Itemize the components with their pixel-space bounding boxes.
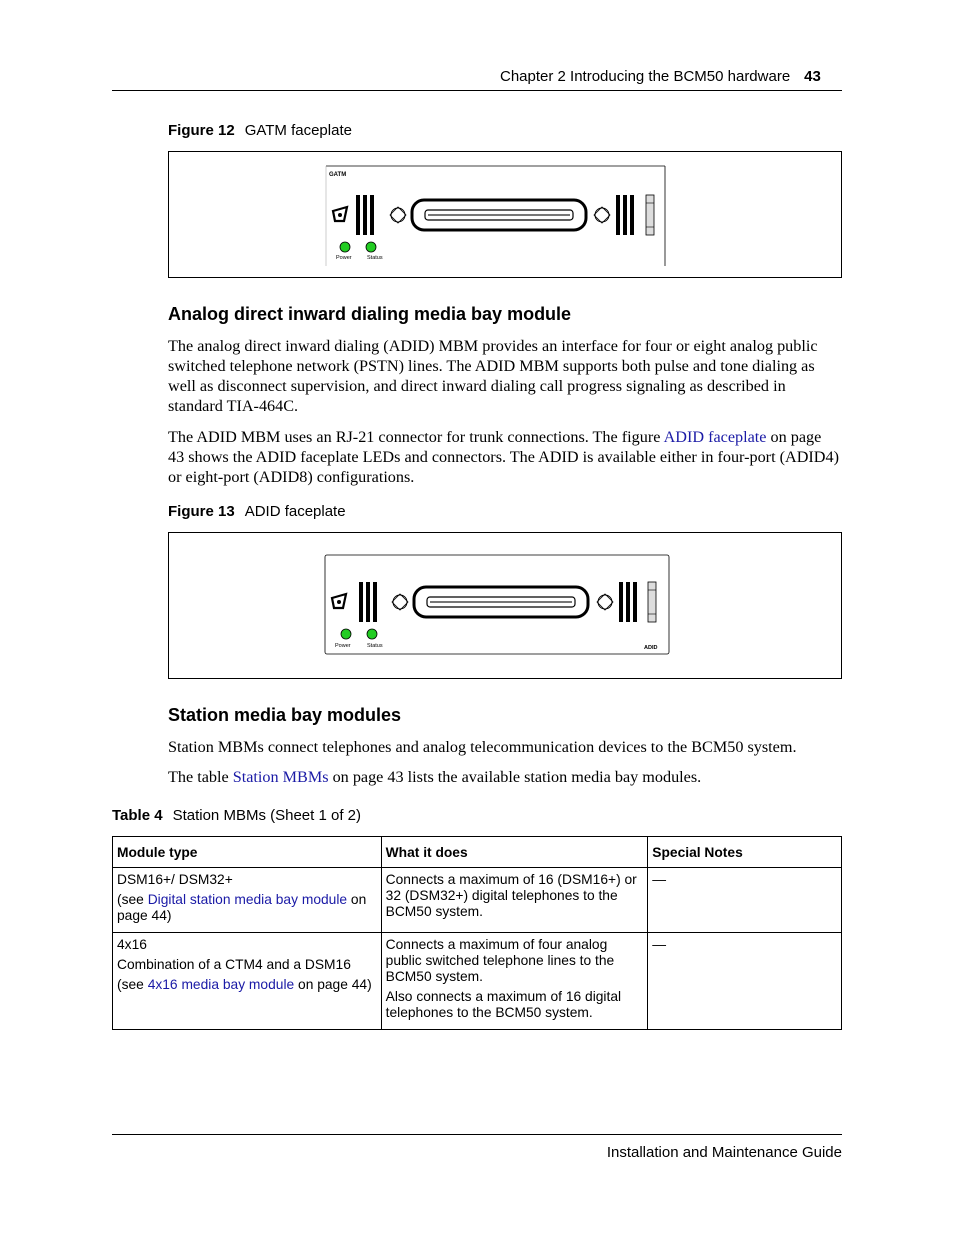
faceplate-label: GATM bbox=[329, 172, 347, 178]
adid-paragraph-1: The analog direct inward dialing (ADID) MBM provides an interface for four or eight analog public switched telephone network (PSTN) lines. The ADID MBM supports both pulse and tone dialing as well as disconnect supervision, and direct inward dialing call progress signaling as described in standard TIA-464C. bbox=[168, 337, 818, 415]
power-led bbox=[341, 629, 351, 639]
status-led-label: Status bbox=[367, 643, 383, 649]
table-header-row bbox=[113, 837, 842, 868]
cell-what: Connects a maximum of four analog public switched telephone lines to the BCM50 system. Also connects a maximum of 16 digital telephones to the BCM50 system. bbox=[381, 933, 648, 1030]
adid-faceplate bbox=[324, 554, 671, 656]
figure12-label: Figure 12 bbox=[168, 122, 235, 139]
power-led-label: Power bbox=[335, 643, 351, 649]
gatm-faceplate bbox=[322, 165, 667, 267]
right-screw bbox=[594, 207, 610, 223]
latch bbox=[648, 582, 656, 622]
phone-icon bbox=[332, 594, 346, 608]
section-heading-station: Station media bay modules bbox=[168, 705, 402, 725]
left-vent-slots bbox=[356, 195, 374, 235]
phone-icon bbox=[333, 207, 347, 221]
running-header bbox=[500, 68, 821, 85]
cell-module: 4x16 Combination of a CTM4 and a DSM16 (see 4x16 media bay module on page 44) bbox=[113, 933, 382, 1030]
station-mbms-link[interactable]: Station MBMs bbox=[232, 768, 329, 786]
latch bbox=[646, 195, 654, 235]
status-led bbox=[366, 242, 376, 252]
footer-title: Installation and Maintenance Guide bbox=[606, 1144, 842, 1161]
page-number: 43 bbox=[804, 68, 821, 85]
cell-notes: — bbox=[648, 868, 842, 933]
section-heading-adid: Analog direct inward dialing media bay module bbox=[168, 304, 572, 324]
figure13-frame bbox=[168, 532, 842, 679]
adid-faceplate-link[interactable]: ADID faceplate bbox=[663, 428, 767, 446]
station-mbms-table bbox=[112, 836, 842, 1030]
status-led bbox=[367, 629, 377, 639]
figure13-label: Figure 13 bbox=[168, 503, 235, 520]
right-vent-slots bbox=[616, 195, 634, 235]
figure13-title: ADID faceplate bbox=[244, 503, 346, 520]
figure12-caption bbox=[168, 122, 352, 139]
header-module-type: Module type bbox=[113, 837, 382, 868]
left-screw bbox=[390, 207, 406, 223]
figure12-frame bbox=[168, 151, 842, 278]
table-title: Station MBMs (Sheet 1 of 2) bbox=[172, 807, 361, 824]
chapter-title: Chapter 2 Introducing the BCM50 hardware bbox=[500, 68, 791, 85]
header-what-it-does: What it does bbox=[381, 837, 648, 868]
table-row bbox=[113, 868, 842, 933]
rj21-connector bbox=[414, 587, 588, 617]
left-screw bbox=[392, 594, 408, 610]
power-led-label: Power bbox=[336, 255, 352, 261]
figure13-caption bbox=[168, 503, 346, 520]
right-screw bbox=[597, 594, 613, 610]
digital-station-mbm-link[interactable]: Digital station media bay module bbox=[147, 892, 348, 907]
cell-what: Connects a maximum of 16 (DSM16+) or 32 (DSM32+) digital telephones to the BCM50 system. bbox=[381, 868, 648, 933]
table-label: Table 4 bbox=[112, 807, 163, 824]
faceplate-label: ADID bbox=[644, 645, 658, 651]
station-paragraph-2: The table Station MBMs on page 43 lists the available station media bay modules. bbox=[168, 768, 702, 786]
table-caption bbox=[112, 807, 361, 824]
table-row bbox=[113, 933, 842, 1030]
power-led bbox=[340, 242, 350, 252]
figure12-title: GATM faceplate bbox=[244, 122, 352, 139]
cell-notes: — bbox=[648, 933, 842, 1030]
cell-module: DSM16+/ DSM32+ (see Digital station media bay module on page 44) bbox=[113, 868, 382, 933]
station-paragraph-1: Station MBMs connect telephones and analog telecommunication devices to the BCM50 system. bbox=[168, 738, 797, 756]
adid-paragraph-2: The ADID MBM uses an RJ-21 connector for trunk connections. The figure ADID faceplate on page 43 shows the ADID faceplate LEDs and connectors. The ADID is available either in four-port (ADID4) or eight-port (ADID8) configurations. bbox=[168, 428, 839, 486]
left-vent-slots bbox=[359, 582, 377, 622]
header-special-notes: Special Notes bbox=[648, 837, 842, 868]
footer-rule bbox=[112, 1134, 842, 1135]
status-led-label: Status bbox=[367, 255, 383, 261]
header-rule bbox=[112, 90, 842, 91]
4x16-mbm-link[interactable]: 4x16 media bay module bbox=[147, 977, 295, 992]
rj21-connector bbox=[412, 200, 586, 230]
right-vent-slots bbox=[619, 582, 637, 622]
